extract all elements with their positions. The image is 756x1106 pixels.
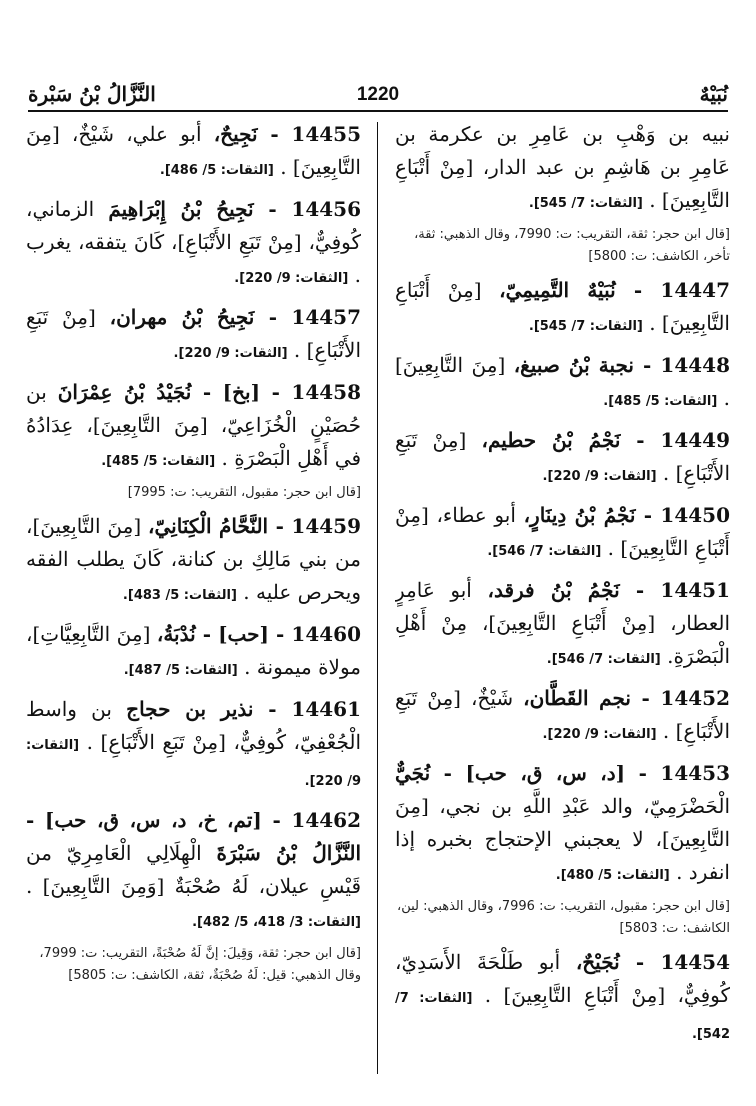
entry-heading: 14459 - النَّحَّامُ الْكِنَانِيّ،: [148, 514, 361, 538]
entry-14457: [26, 301, 361, 370]
entry-14460: [26, 618, 361, 687]
entry-source: [الثقات: 5/ 487].: [123, 663, 238, 678]
header-running-title-left: النَّزَّالُ بْنُ سَبْرة: [28, 82, 156, 106]
header-running-title-right: نُبَيْهٌ: [699, 82, 728, 106]
entry-heading: 14461 - نذير بن حجاج: [126, 697, 361, 721]
entry-source: [الثقات: 7/ 545].: [528, 319, 643, 334]
entry-source: [الثقات: 7/ 546].: [487, 544, 602, 559]
entry-text: [مِنَ التَّابِعِيَّاتِ]، مولاة ميمونة .: [26, 622, 361, 679]
entry-source: [الثقات: 9/ 220].: [542, 727, 657, 742]
entry-source: [الثقات: 7/ 542].: [395, 991, 730, 1042]
entry-source: [الثقات: 9/ 220].: [234, 271, 349, 286]
entry-heading: 14451 - نَجْمُ بْنُ فرقد،: [487, 578, 730, 602]
entry-note: [قال ابن حجر: ثقة، وَقِيلَ: إنَّ لَهُ صُحْبَةً، التقريب: ت: 7999، وقال الذهبي: قيل: لَهُ صُحْبَةٌ، ثقة، الكاشف: ت: 5805]: [39, 946, 361, 983]
entry-text: أبو عَامِرٍ العطار، [مِنْ أَتْبَاعِ التَّابِعِينَ]، مِنْ أَهْلِ الْبَصْرَةِ.: [395, 578, 730, 668]
entry-14450: [395, 499, 730, 568]
entry-source: [الثقات: 5/ 483].: [122, 588, 237, 603]
entry-heading: 14456 - نَجِيحُ بْنُ إِبْرَاهِيمَ: [108, 197, 361, 221]
entry-14461: [26, 693, 361, 798]
entry-text: الْهِلَالِي الْعَامِرِيّ من قَيْسِ عيلان، لَهُ صُحْبَةٌ [وَمِنَ التَّابِعِينَ] .: [26, 841, 361, 898]
entry-source: [الثقات: 3/ 418، 5/ 482].: [192, 915, 361, 930]
entry-source: [الثقات: 7/ 545].: [528, 196, 643, 211]
entry-source: [الثقات: 5/ 485].: [603, 394, 718, 409]
entry-text: [مِنْ تَبَعِ الأَتْبَاعِ] .: [395, 428, 730, 485]
column-divider: [377, 122, 378, 1074]
entry-text: الْحَضْرَمِيّ، والد عَبْدِ اللَّهِ بن نجي، [مِنَ التَّابِعِينَ]، لا يعجبني الإحتجاج بخبره إذا انفرد .: [395, 794, 730, 884]
entry-heading: 14447 - نُبَيْهٌ التَّمِيمِيّ،: [499, 278, 730, 302]
entry-heading: 14462 - [تم، خ، د، س، ق، حب] - النَّزَّالُ بْنُ سَبْرَةَ: [26, 808, 361, 865]
entry-14458: [26, 376, 361, 478]
page-header: [28, 78, 728, 112]
entry-heading: 14454 - نُجَيْحٌ،: [575, 950, 730, 974]
entry-source: [الثقات: 5/ 486].: [159, 163, 274, 178]
entry-text: [مِنَ التَّابِعِينَ]، من بني مَالِكِ بن كنانة، كَانَ يطلب الفقه ويحرص عليه .: [26, 514, 361, 604]
entry-text: أبو طَلْحَةَ الأَسَدِيّ، كُوفِيٌّ، [مِنْ أَتْبَاعِ التَّابِعِينَ] .: [395, 950, 730, 1007]
entry-14462: [26, 804, 361, 939]
entry-heading: 14460 - [حب] - نُدْبَةُ،: [156, 622, 361, 646]
entry-heading: 14449 - نَجْمُ بْنُ حطيم،: [481, 428, 730, 452]
entry-14455: [26, 118, 361, 187]
entry-heading: 14457 - نَجِيحُ بْنُ مهران،: [109, 305, 361, 329]
page-number: 1220: [356, 84, 400, 105]
entry-heading: 14450 - نَجْمُ بْنُ دِينَارٍ،: [523, 503, 730, 527]
entry-source: [الثقات: 9/ 220].: [173, 346, 288, 361]
entry-heading: 14453 - [د، س، ق، حب] - نُجَيٌّ: [395, 761, 730, 785]
left-column: [26, 118, 361, 1078]
entry-14452: [395, 682, 730, 751]
entry-14459: [26, 510, 361, 612]
entry-source: [الثقات: 9/ 220].: [542, 469, 657, 484]
entry-text: بن واسط الْجُعْفِيّ، كُوفِيٌّ، [مِنْ تَبَعِ الأَتْبَاعِ] .: [26, 697, 361, 754]
entry-source: [الثقات: 9/ 220].: [26, 738, 361, 789]
entry-text: [مِنَ التَّابِعِينَ] .: [395, 353, 730, 410]
entry-text: أبو عطاء، [مِنْ أَتْبَاعِ التَّابِعِينَ] .: [395, 503, 730, 560]
entry-text: بن حُصَيْنٍ الْخُزَاعِيّ، [مِنَ التَّابِعِينَ]، عِدَادُهُ في أَهْلِ الْبَصْرَةِ .: [26, 380, 361, 470]
entry-note: [قال ابن حجر: مقبول، التقريب: ت: 7996، وقال الذهبي: لين، الكاشف: ت: 5803]: [397, 899, 730, 936]
right-column: [395, 118, 730, 1078]
entry-14448: [395, 349, 730, 418]
entry-14447: [395, 274, 730, 343]
entry-heading: 14455 - نَجِيحٌ،: [213, 122, 361, 146]
entry-source: [الثقات: 7/ 546].: [546, 652, 661, 667]
entry-note: [قال ابن حجر: ثقة، التقريب: ت: 7990، وقال الذهبي: ثقة، تأخر، الكاشف: ت: 5800]: [414, 227, 730, 264]
entry-14453: [395, 757, 730, 892]
entry-14449: [395, 424, 730, 493]
entry-text: أبو علي، شَيْخٌ، [مِنَ التَّابِعِينَ] .: [26, 122, 361, 179]
entry-source: [الثقات: 5/ 480].: [555, 868, 670, 883]
entry-14456: [26, 193, 361, 295]
entry-source: [الثقات: 5/ 485].: [101, 454, 216, 469]
entry-heading: 14452 - نجم القَطَّان،: [523, 686, 730, 710]
entry-14446-continued: [395, 118, 730, 220]
entry-heading: 14448 - نجبة بْنُ صبيغ،: [513, 353, 730, 377]
entry-text: نبيه بن وَهْبِ بن عَامِرِ بن عكرمة بن عَامِرِ بن هَاشِمِ بن عبد الدار، [مِنْ أَتْبَاعِ التَّابِعِينَ] .: [395, 122, 730, 212]
entry-text: شَيْخٌ، [مِنْ تَبَعِ الأَتْبَاعِ] .: [395, 686, 730, 743]
entry-note: [قال ابن حجر: مقبول، التقريب: ت: 7995]: [127, 485, 361, 500]
entry-14454: [395, 946, 730, 1051]
entry-text: [مِنْ تَبَعِ الأَتْبَاعِ] .: [26, 305, 361, 362]
entry-heading: 14458 - [بخ] - نُجَيْدُ بْنُ عِمْرَانَ: [57, 380, 361, 404]
entry-text: الزماني، كُوفِيٌّ، [مِنْ تَبَعِ الأَتْبَاعِ]، كَانَ يتفقه، يغرب .: [26, 197, 361, 287]
entry-14451: [395, 574, 730, 676]
entry-text: [مِنْ أَتْبَاعِ التَّابِعِينَ] .: [395, 278, 730, 335]
